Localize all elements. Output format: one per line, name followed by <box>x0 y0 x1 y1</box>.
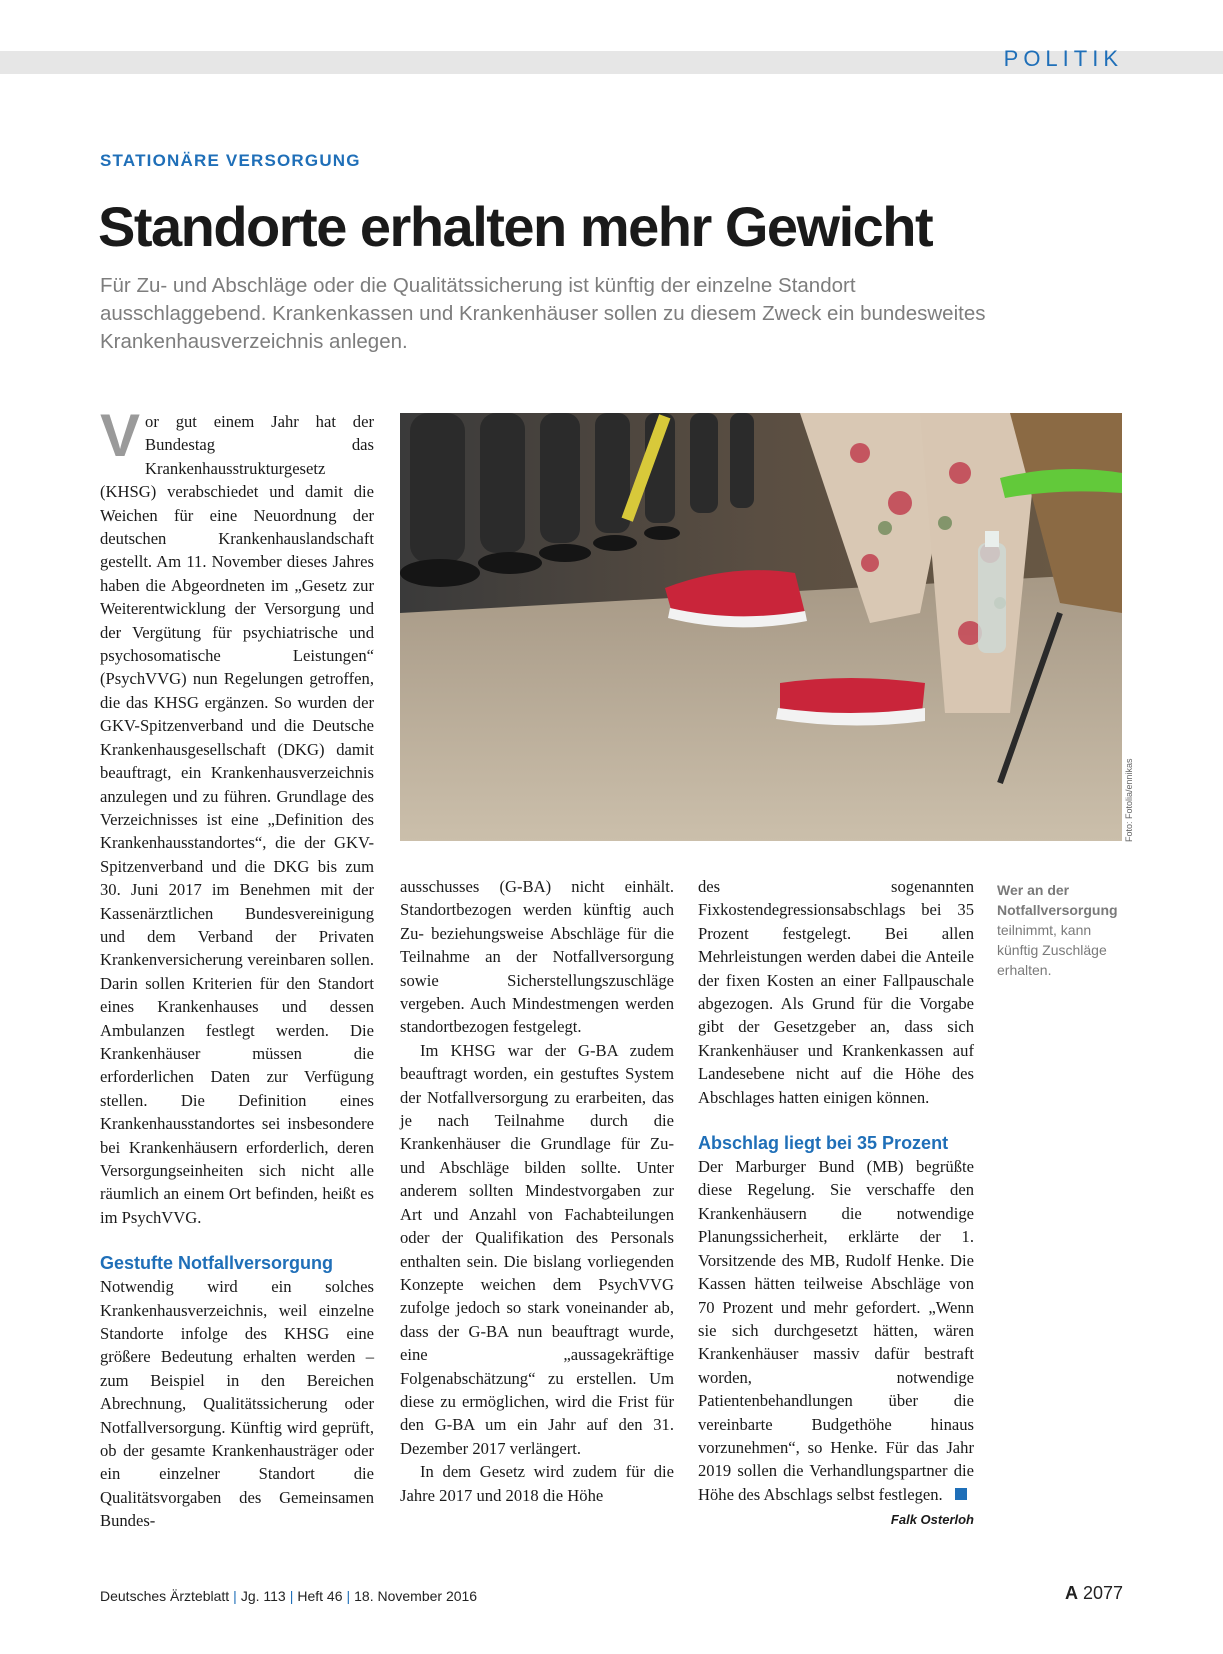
article-kicker: STATIONÄRE VERSORGUNG <box>100 151 361 170</box>
page-number-value: 2077 <box>1082 1583 1123 1603</box>
issue-date: 18. November 2016 <box>354 1588 478 1604</box>
subheading: Abschlag liegt bei 35 Prozent <box>698 1133 949 1154</box>
paragraph: Im KHSG war der G-BA zudem beauftragt worden, ein gestuftes System der Notfallversorgung zu erarbeiten, das je nach Teilnahme durch die Krankenhäuser die Grundlage für Zu- und Abschläge bilden sollte. Unter anderem sollten Mindestvorgaben zur Art und Anzahl von Fachabteilungen oder der Qualifikation des Personals enthalten sein. Die bislang vorliegenden Konzepte weichen dem PsychVVG zufolge jedoch so stark voneinander ab, dass der G-BA nun beauftragt wurde, eine „aussagekräftige Folgenabschätzung“ zu erstellen. Um diese zu ermöglichen, wird die Frist für den G-BA um ein Jahr auf den 31. Dezember 2017 verlängert. <box>400 1040 674 1458</box>
page-number <box>1065 1583 1123 1604</box>
subheading: Gestufte Notfallversorgung <box>100 1253 334 1274</box>
paragraph: ausschusses (G-BA) nicht einhält. Standortbezogen werden künftig auch Zu- beziehungsweise Abschläge für die Teilnahme an der Notfallversorgung sowie Sicherstellungszuschläge vergeben. Auch Mindestmengen werden standortbezogen festgelegt. <box>400 877 674 1037</box>
paragraph: or gut einem Jahr hat der Bundestag das Krankenhausstrukturgesetz (KHSG) verabschiedet und damit die Weichen für eine Neuordnung der deutschen Krankenhauslandschaft gestellt. Am 11. November dieses Jahres haben die Abgeordneten im „Gesetz zur Weiterentwicklung der Versorgung und der Vergütung für psychiatrische und psychosomatische Leistungen“ (PsychVVG) nun Regelungen getroffen, die das KHSG ergänzen. So wurden der GKV-Spitzenverband und die Deutsche Krankenhausgesellschaft (DKG) damit beauftragt, ein Krankenhausverzeichnis anzulegen und zu führen. Grundlage des Verzeichnisses ist eine „Definition des Krankenhausstandortes“, die der GKV-Spitzenverband und die DKG bis zum 30. Juni 2017 im Benehmen mit der Kassenärztlichen Bundesvereinigung und dem Verband der Privaten Krankenversicherung vereinbaren sollen. Darin sollen Kriterien für den Standort eines Krankenhauses und dessen Ambulanzen festlegt werden. Die Krankenhäuser müssen die erforderlichen Daten zur Verfügung stellen. Die Definition eines Krankenhausstandortes sei insbesondere bei Krankenhäusern erforderlich, deren Versorgungseinheiten sich nicht alle räumlich an einem Ort befinden, heißt es im PsychVVG. <box>100 412 374 1227</box>
article-title: Standorte erhalten mehr Gewicht <box>98 195 933 258</box>
caption-text: teilnimmt, kann künftig Zuschläge erhalten. <box>997 922 1107 978</box>
paragraph: des sogenannten Fixkostendegressionsabschlags bei 35 Prozent festgelegt. Bei allen Mehrleistungen werden dabei die Anteile der fixen Kosten an einer Fallpauschale abgezogen. Als Grund für die Vorgabe gibt der Gesetzgeber an, dass sich Krankenhäuser und Krankenkassen auf Landesebene nicht auf die Höhe des Abschlages hatten einigen können. <box>698 877 974 1107</box>
paragraph: In dem Gesetz wird zudem für die Jahre 2017 und 2018 die Höhe <box>400 1462 674 1505</box>
volume: Jg. 113 <box>240 1588 286 1604</box>
dropcap: V <box>100 402 141 469</box>
article-lead: Für Zu- und Abschläge oder die Qualitätssicherung ist künftig der einzelne Standort ausschlaggebend. Krankenkassen und Krankenhäuser sollen zu diesem Zweck ein bundesweites Krankenhausverzeichnis anlegen. <box>100 274 986 353</box>
text-column-3 <box>698 875 974 1532</box>
caption-bold: Wer an der Notfallversorgung <box>997 882 1118 918</box>
photo-credit: Foto: Fotolia/ennikas <box>1124 758 1134 842</box>
section-label: POLITIK <box>1003 46 1123 71</box>
paragraph: Notwendig wird ein solches Krankenhausverzeichnis, weil einzelne Standorte infolge des KHSG eine größere Bedeutung erhalten werden – zum Beispiel in den Bereichen Abrechnung, Qualitätssicherung oder Notfallversorgung. Künftig wird geprüft, ob der gesamte Krankenhausträger oder ein einzelner Standort die Qualitätsvorgaben des Gemeinsamen Bundes- <box>100 1277 374 1531</box>
article-photo <box>400 413 1122 841</box>
text-column-2 <box>400 875 674 1507</box>
issue: Heft 46 <box>297 1588 343 1604</box>
text-column-1 <box>100 402 374 1533</box>
page-footer: Deutsches Ärzteblatt | Jg. 113 | Heft 46 | 18. November 2016 <box>100 1588 478 1604</box>
photo-caption <box>997 880 1127 980</box>
paragraph: Der Marburger Bund (MB) begrüßte diese Regelung. Sie verschaffe den Krankenhäusern die notwendige Planungssicherheit, erklärte der 1. Vorsitzende des MB, Rudolf Henke. Die Kassen hätten teilweise Abschläge von 70 Prozent und mehr gefordert. „Wenn sie sich durchgesetzt hätten, wären Krankenhäuser massiv dafür bestraft worden, notwendige Patientenbehandlungen über die vereinbarte Budgethöhe hinaus vorzunehmen“, so Henke. Für das Jahr 2019 sollen die Verhandlungspartner die Höhe des Abschlags selbst festlegen. <box>698 1157 974 1504</box>
journal-name: Deutsches Ärzteblatt <box>100 1588 230 1604</box>
author-byline: Falk Osterloh <box>890 1512 974 1528</box>
end-mark-icon <box>955 1488 967 1500</box>
page-prefix: A <box>1064 1583 1078 1603</box>
